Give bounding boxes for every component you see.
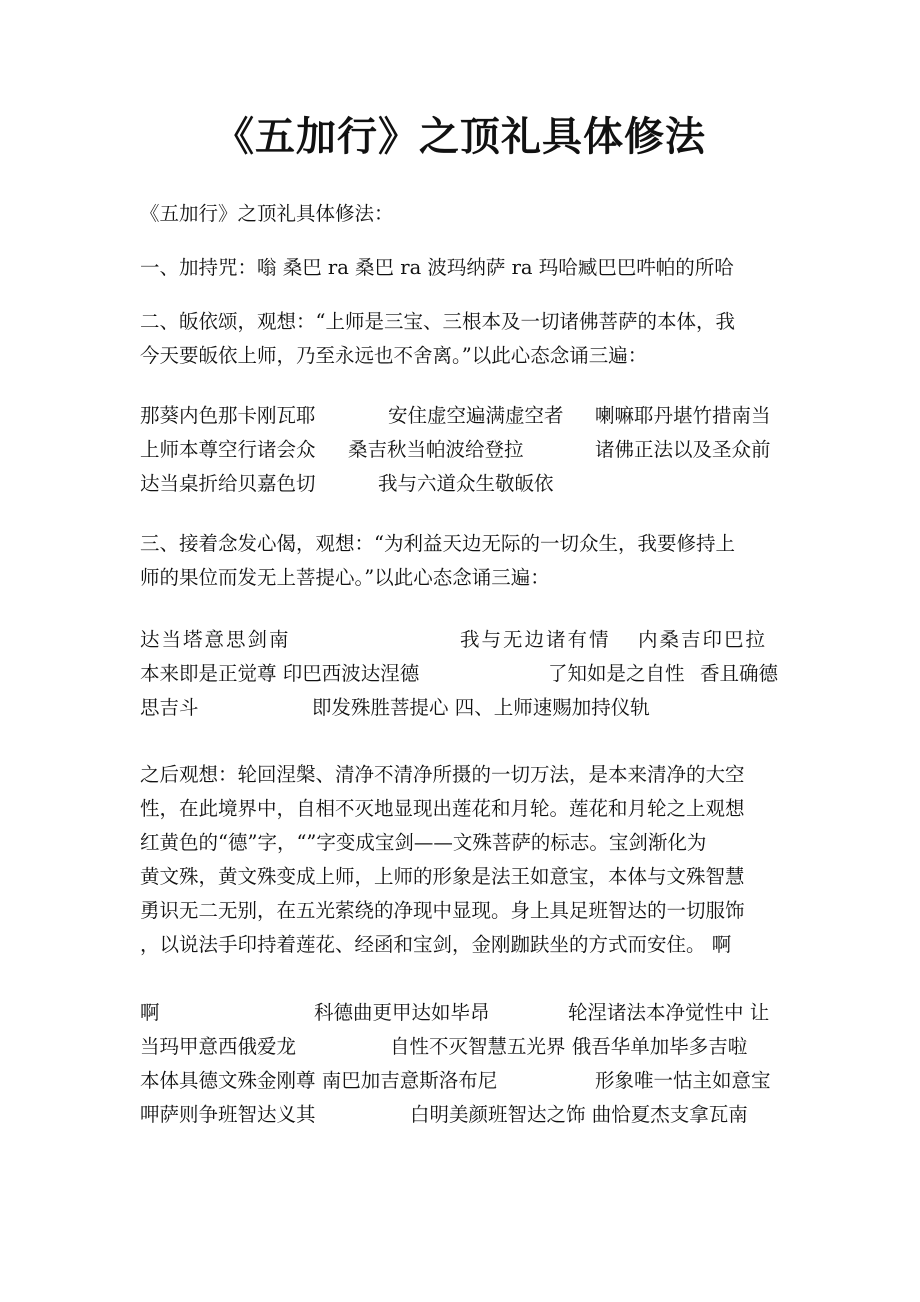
bodhicitta-verse-row-2 [140,657,790,691]
mantra-verse-row-2 [140,1030,790,1064]
verse-cell: 桑吉秋当帕波给登拉 [348,438,524,461]
refuge-verse-row-1 [140,399,790,433]
verse-cell: 达当塔意思剑南 [140,628,291,651]
verse-cell: 本来即是正觉尊 印巴西波达涅德 [140,662,420,685]
bodhicitta-verse-row-3 [140,691,790,725]
verse-cell: 诸佛正法以及圣众前 [595,438,771,461]
refuge-verse [140,399,790,501]
verse-cell: 形象唯一怙主如意宝 [595,1069,771,1092]
verse-cell: 白明美颜班智达之饰 曲恰夏杰支拿瓦南 [410,1103,748,1126]
verse-cell: 我与六道众生敬皈依 [378,472,554,495]
verse-cell: 轮涅诸法本净觉性中 让 [568,1001,770,1024]
verse-cell: 达当桌折给贝嘉色切 [140,472,316,495]
verse-cell: 即发殊胜菩提心 四、上师速赐加持仪轨 [312,696,650,719]
mantra-verse-row-4 [140,1098,790,1132]
section-3-line-2: 师的果位而发无上菩提心。”以此心态念诵三遍： [140,566,550,589]
verse-cell: 自性不灭智慧五光界 俄吾华单加毕多吉啦 [390,1035,748,1058]
body-line: 性，在此境界中，自相不灭地显现出莲花和月轮。莲花和月轮之上观想 [140,797,745,820]
mantra-verse [140,996,790,1132]
verse-cell: 内桑吉印巴拉 [638,628,768,651]
section-2-paragraph [140,305,790,373]
verse-cell: 呷萨则争班智达义其 [140,1103,316,1126]
section-1-mantra: 一、加持咒：嗡 桑巴 ra 桑巴 ra 波玛纳萨 ra 玛哈臧巴巴吽帕的所哈 [140,256,734,279]
document-title: 《五加行》之顶礼具体修法 [214,113,706,160]
mantra-verse-row-1 [140,996,790,1030]
mantra-verse-row-3 [140,1064,790,1098]
verse-cell: 思吉斗 [140,696,199,719]
bodhicitta-verse-row-1 [140,623,790,657]
verse-cell: 我与无边诸有情 [460,628,611,651]
verse-cell: 啊 [140,1001,160,1024]
verse-cell: 本体具德文殊金刚尊 南巴加吉意斯洛布尼 [140,1069,498,1092]
body-line: ，以说法手印持着莲花、经函和宝剑，金刚跏趺坐的方式而安住。 啊 [140,933,732,956]
verse-cell: 安住虚空遍满虚空者 [388,404,564,427]
verse-cell: 香且确德 [700,662,779,685]
body-line: 红黄色的“德”字，“”字变成宝剑——文殊菩萨的标志。宝剑渐化为 [140,831,707,854]
verse-cell: 科德曲更甲达如毕昂 [314,1001,490,1024]
verse-cell: 当玛甲意西俄爱龙 [140,1035,297,1058]
section-2-line-1: 二、皈依颂，观想：“上师是三宝、三根本及一切诸佛菩萨的本体，我 [140,310,735,333]
section-3-line-1: 三、接着念发心偈，观想：“为利益天边无际的一切众生，我要修持上 [140,532,735,555]
verse-cell: 上师本尊空行诸会众 [140,438,316,461]
section-2-line-2: 今天要皈依上师，乃至永远也不舍离。”以此心态念诵三遍： [140,344,648,367]
section-4-body [140,758,790,962]
refuge-verse-row-3 [140,467,790,501]
verse-cell: 那葵内色那卡刚瓦耶 [140,404,316,427]
verse-cell: 了知如是之自性 [548,662,685,685]
section-3-paragraph [140,527,790,595]
bodhicitta-verse [140,623,790,725]
verse-cell: 喇嘛耶丹堪竹措南当 [595,404,771,427]
intro-line: 《五加行》之顶礼具体修法： [140,202,394,225]
body-line: 之后观想：轮回涅槃、清净不清净所摄的一切万法，是本来清净的大空 [140,763,745,786]
refuge-verse-row-2 [140,433,790,467]
body-line: 黄文殊，黄文殊变成上师，上师的形象是法王如意宝，本体与文殊智慧 [140,865,745,888]
body-line: 勇识无二无别，在五光萦绕的净现中显现。身上具足班智达的一切服饰 [140,899,745,922]
